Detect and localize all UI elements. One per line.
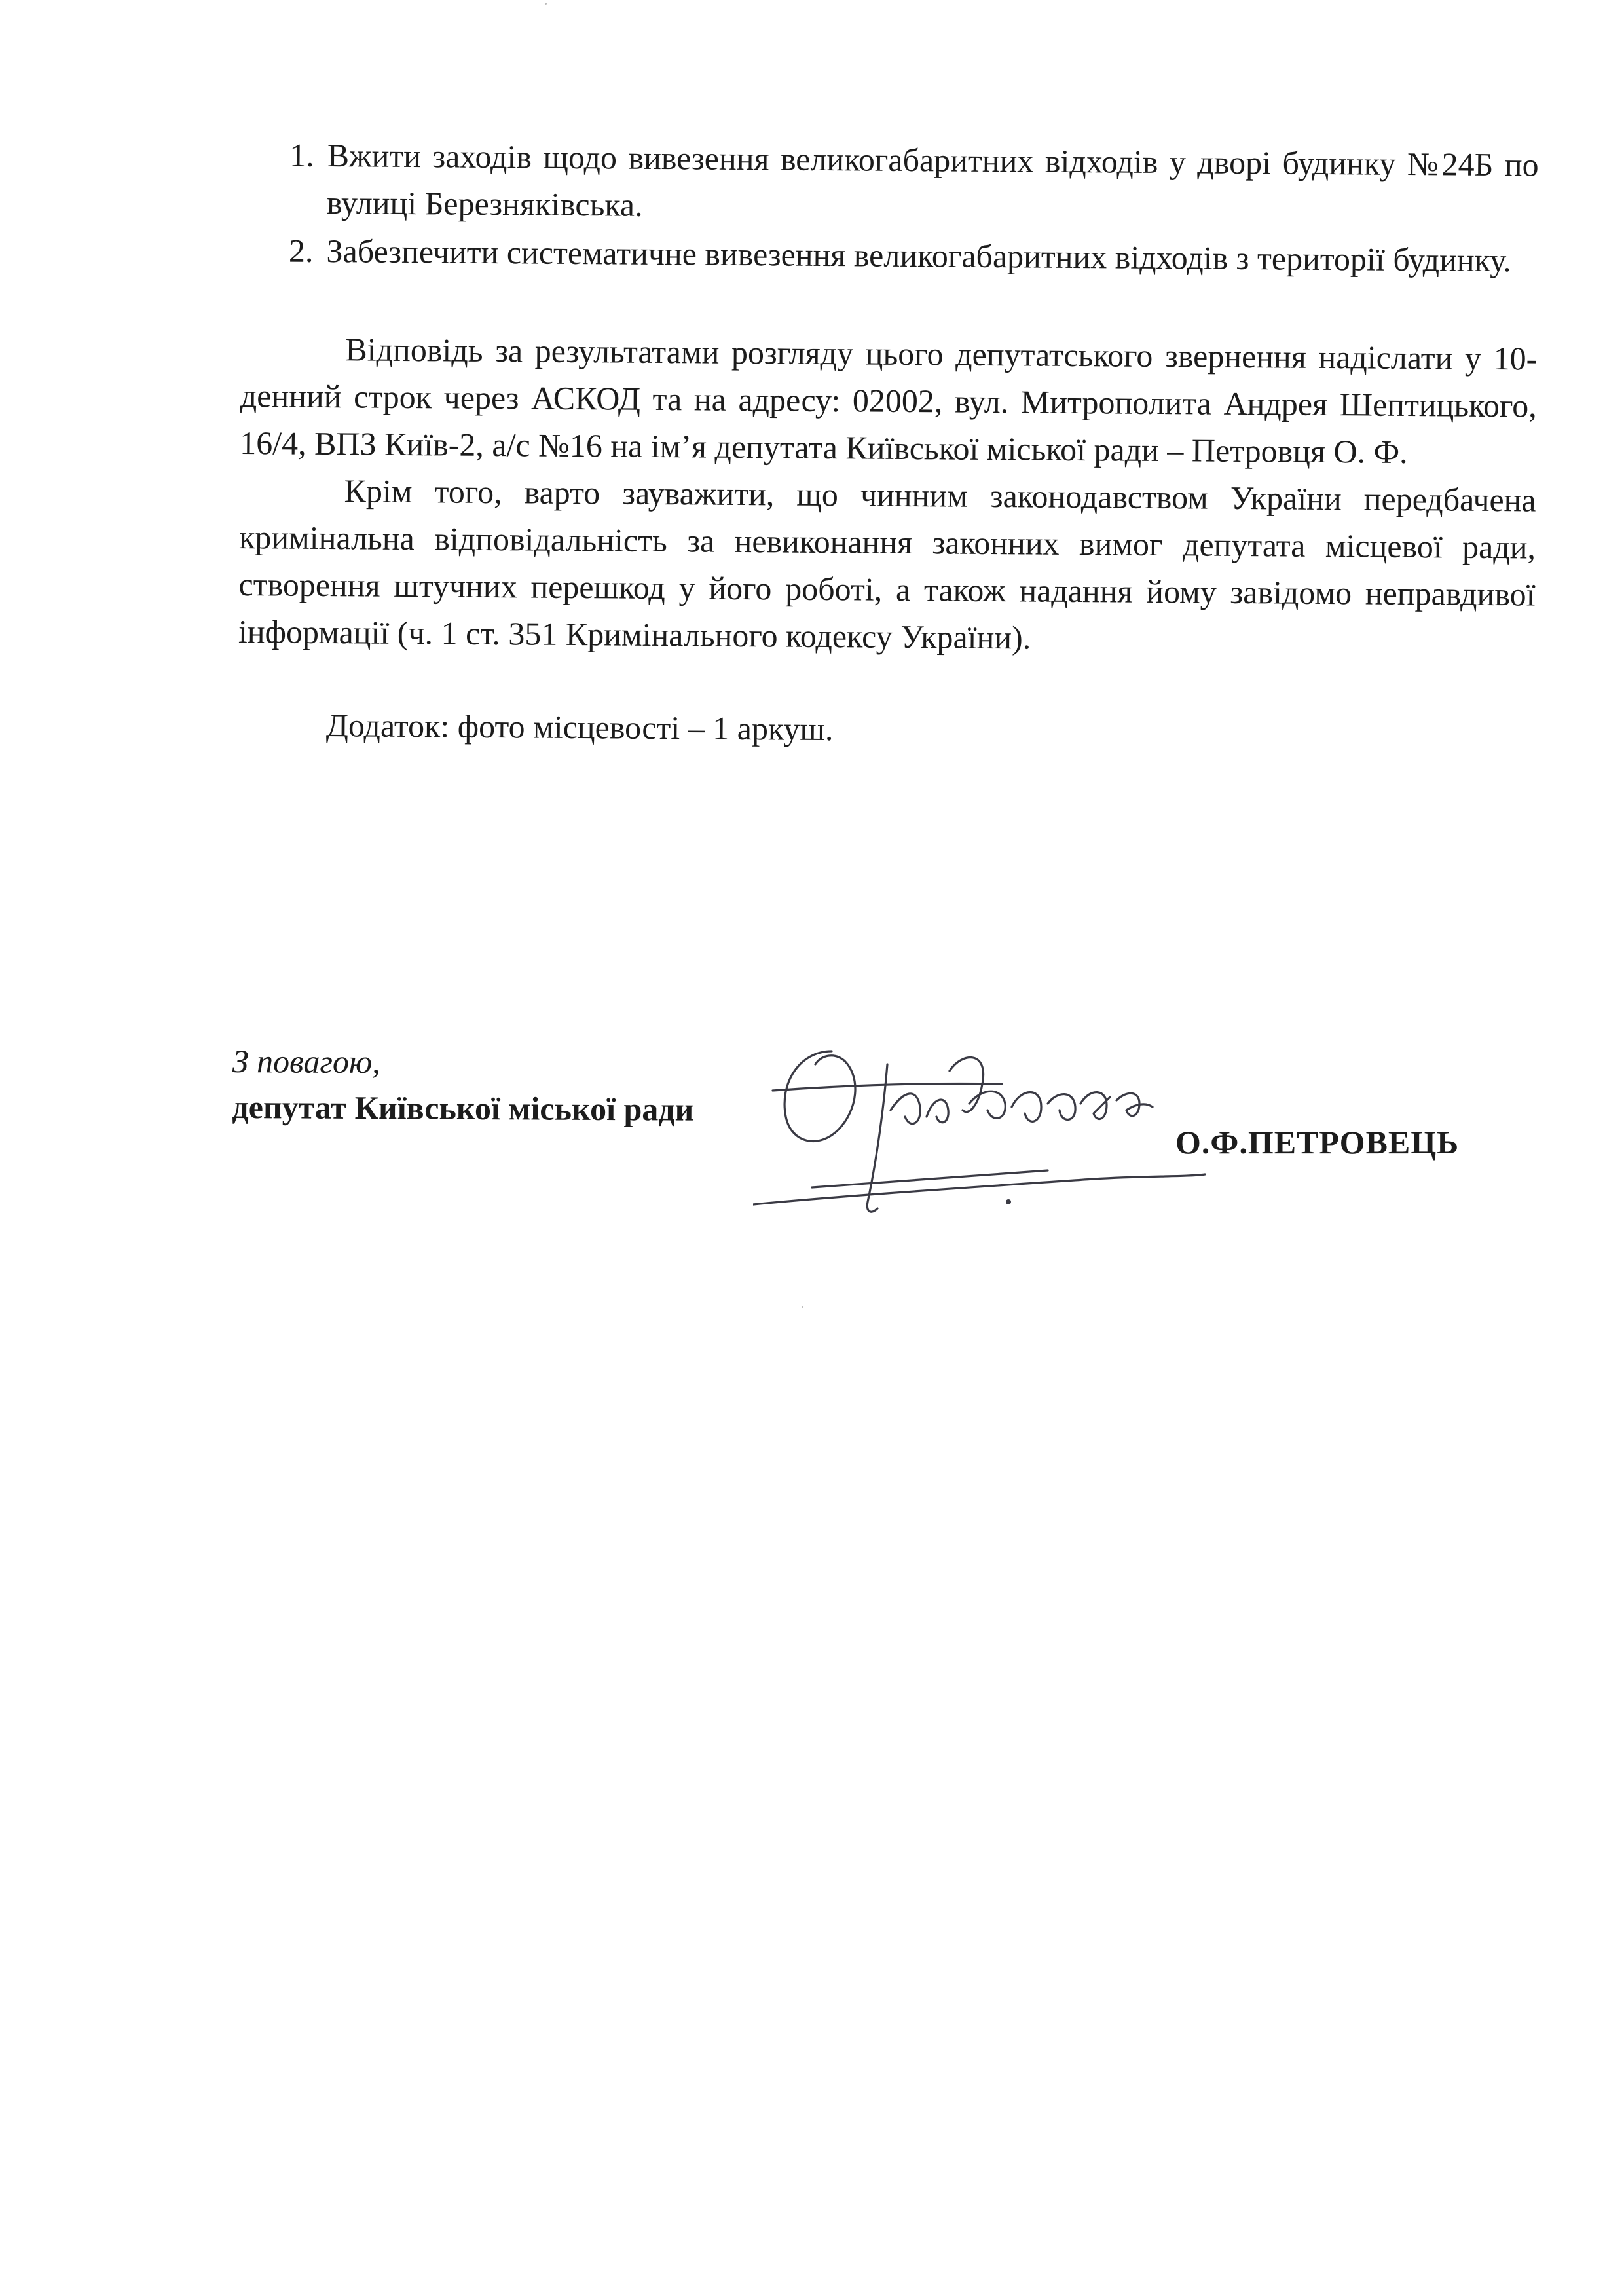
- list-number-1: 1.: [289, 136, 314, 174]
- appendix-line: Додаток: фото місцевості – 1 аркуш.: [325, 707, 834, 748]
- list-number-2: 2.: [288, 232, 314, 269]
- regards-text: З повагою,: [232, 1042, 380, 1081]
- closing-block: [232, 1038, 694, 1132]
- response-paragraph: Відповідь за результатами розгляду цього депутатського звернення надіслати у 10-денний строк через АСКОД та на адресу: 02002, вул. Митрополита Андрея Шептицького, 16/4, ВПЗ Київ-2, а/с №16 на ім’я депутата Київської міської ради – Петровця О. Ф.: [240, 331, 1538, 470]
- liability-paragraph: Крім того, варто зауважити, що чинним законодавством України передбачена кримінальна відповідальність за невиконання законних вимог депутата місцевої ради, створення штучних перешкод у його роботі, а також надання йому завідомо неправдивої інформації (ч. 1 ст. 351 Кримінального кодексу України).: [238, 472, 1536, 656]
- signer-name: О.Ф.ПЕТРОВЕЦЬ: [1175, 1124, 1460, 1161]
- list-text-2: Забезпечити систематичне вивезення великогабаритних відходів з території будинку.: [326, 233, 1511, 279]
- list-text-1: Вжити заходів щодо вивезення великогабаритних відходів у дворі будинку №24Б по вулиці Березняківська.: [326, 137, 1539, 223]
- signer-position: депутат Київської міської ради: [232, 1088, 694, 1128]
- scan-speck: [545, 3, 547, 5]
- scan-speck: [802, 1306, 803, 1308]
- handwritten-signature: [753, 1025, 1211, 1241]
- letter-body: [238, 131, 1539, 758]
- list-item-1: [242, 131, 1539, 236]
